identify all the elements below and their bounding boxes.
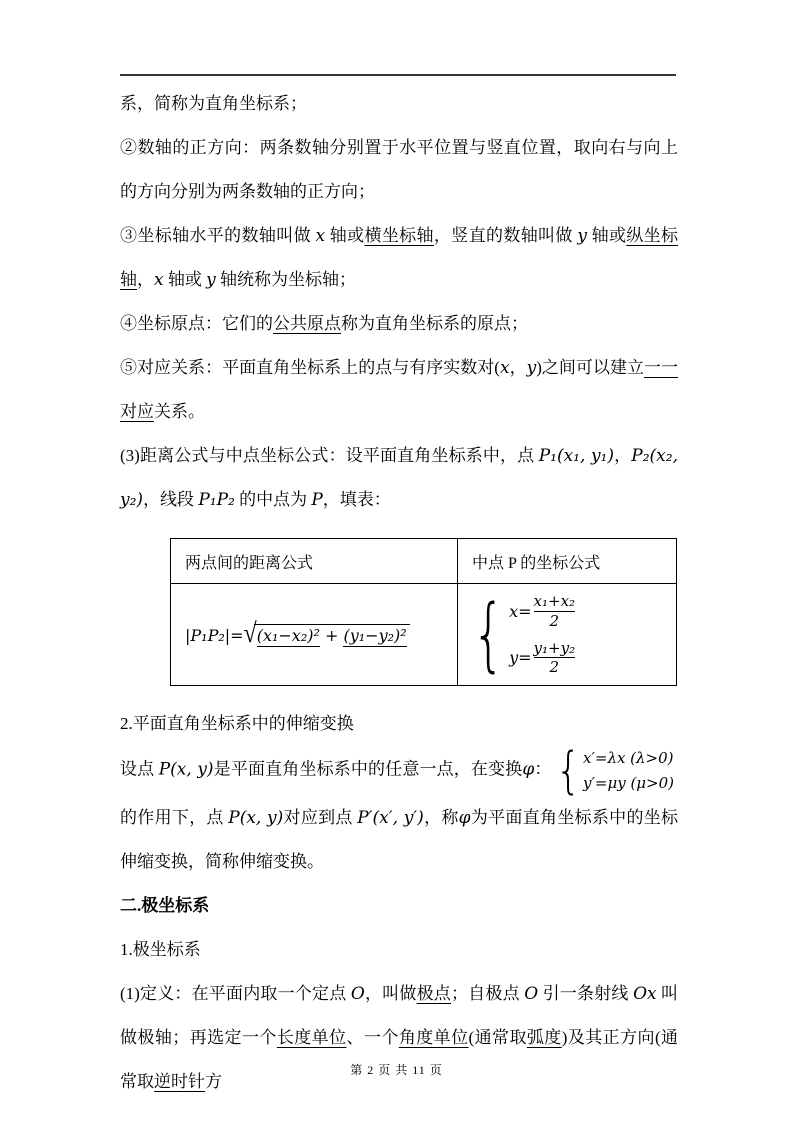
table-header-midpoint: 中点 P 的坐标公式: [458, 539, 677, 584]
math-run: φ: [458, 807, 471, 828]
text-run: ，: [614, 446, 632, 465]
distance-formula-lhs: |P₁P₂|=: [185, 626, 244, 645]
text-run: (3)距离公式与中点坐标公式：设平面直角坐标系中，点: [120, 446, 539, 465]
math-run: x: [315, 226, 326, 246]
math-run: Ox: [633, 983, 657, 1004]
system-equation-line: x′=λx (λ>0): [583, 749, 674, 767]
math-run: P₂(x₂, y₂): [120, 446, 678, 510]
document-content: [120, 82, 678, 1104]
text-run: 方: [205, 1071, 222, 1091]
text-run: 设点: [120, 759, 159, 779]
system-equation-line: y′=μy (μ>0): [583, 773, 675, 792]
text-run: 的作用下，点: [120, 807, 229, 827]
table-formula-row: [171, 584, 677, 686]
text-run: ，竖直的数轴叫做: [433, 226, 578, 245]
text-run: 系，简称为直角坐标系；: [120, 94, 307, 113]
text-run: 轴或: [325, 226, 365, 245]
text-run: (通常取: [468, 1027, 527, 1047]
midpoint-eq-y-lhs: y=: [509, 648, 532, 668]
math-run: P₁(x₁, y₁): [538, 446, 614, 466]
text-run: ，: [137, 270, 154, 289]
table-header-distance: 两点间的距离公式: [171, 539, 458, 584]
text-run: ②数轴的正方向：两条数轴分别置于水平位置与竖直位置，取向右与向上的方向分别为两条数轴的正方向；: [120, 138, 678, 201]
paragraph-correspondence: [120, 346, 678, 434]
math-run: x: [499, 358, 510, 378]
paragraph-scaling-body: [120, 742, 679, 884]
page-footer: 第 2 页 共 11 页: [350, 1063, 443, 1077]
text-run: 叫做极轴；再选定一个: [120, 983, 679, 1047]
math-run: y: [526, 358, 537, 378]
text-run: )之间可以建立: [536, 358, 644, 377]
text-run: 的中点为: [234, 490, 312, 509]
midpoint-eq-y: [509, 639, 575, 678]
math-run: P(x, y): [228, 807, 284, 828]
fraction: [534, 592, 576, 631]
text-run: 、一个: [346, 1027, 399, 1047]
midpoint-formula: [472, 588, 662, 681]
math-run: P: [311, 490, 323, 510]
underlined-term: 公共原点: [273, 314, 341, 333]
math-run: O: [524, 983, 539, 1004]
midpoint-formula-cell: [458, 584, 677, 686]
system-brace: {: [472, 588, 506, 681]
text-run: 为平面直角坐标系中的坐标伸缩变换，简称伸缩变换。: [120, 807, 679, 871]
fraction-denominator: 2: [534, 611, 576, 631]
underlined-term: 横坐标轴: [364, 226, 434, 245]
text-run: ，线段: [143, 490, 199, 509]
document-body-top: [120, 82, 678, 522]
math-run: O: [350, 983, 365, 1004]
paragraph-axis-direction: [120, 126, 678, 214]
table-header-row: [171, 539, 677, 584]
underlined-term: 一一对应: [120, 358, 678, 421]
underlined-term: 逆时针: [154, 1071, 205, 1091]
underlined-term: 长度单位: [276, 1027, 347, 1047]
distance-formula-cell: [171, 584, 458, 686]
paragraph-polar-definition: [120, 972, 678, 1104]
fraction-denominator: 2: [534, 657, 576, 677]
radicand-term2: (y₁−y₂)²: [343, 626, 407, 645]
equation-system: [555, 742, 675, 800]
midpoint-eq-x: [509, 592, 575, 631]
math-run: y: [577, 226, 587, 246]
math-run: y: [206, 270, 216, 290]
radicand: [254, 624, 410, 645]
math-run: x: [154, 270, 164, 290]
paragraph-continued: [120, 82, 678, 126]
math-run: φ: [522, 759, 535, 780]
text-run: ，称: [423, 807, 459, 827]
underlined-term: 角度单位: [398, 1027, 469, 1047]
math-run: P(x, y): [158, 759, 214, 780]
fraction: [534, 639, 576, 678]
underlined-term: 纵坐标轴: [120, 226, 679, 289]
text-run: 引一条射线: [538, 983, 634, 1003]
paragraph-origin: [120, 302, 678, 346]
system-brace: {: [555, 742, 582, 800]
text-run: 关系。: [154, 402, 205, 421]
text-run: 轴或: [586, 226, 627, 245]
math-run: P₁P₂: [198, 490, 235, 510]
document-body-bottom: [120, 702, 678, 1104]
text-run: ，: [509, 358, 527, 377]
text-run: ④坐标原点：它们的: [120, 314, 273, 333]
text-run: 轴统称为坐标轴；: [215, 270, 356, 289]
header-divider: [120, 74, 676, 76]
midpoint-eq-x-lhs: x=: [509, 601, 532, 621]
text-run: 对应到点: [283, 807, 358, 827]
text-run: 1.极坐标系: [120, 939, 201, 959]
fraction-numerator: y₁+y₂: [533, 638, 576, 657]
paragraph-axis-names: [120, 214, 678, 302]
text-run: ：: [534, 759, 552, 779]
radical-sign: √: [243, 618, 257, 649]
underlined-term: 极点: [416, 983, 451, 1003]
paragraph-scaling-title: [120, 702, 678, 746]
text-run: ，填表：: [322, 490, 391, 509]
text-run: (1)定义：在平面内取一个定点: [120, 983, 351, 1003]
paragraph-distance-intro: [120, 434, 678, 522]
text-run: 轴或: [163, 270, 207, 289]
radicand-term1: (x₁−x₂)²: [256, 626, 320, 645]
system-equations: [583, 746, 674, 796]
fraction-numerator: x₁+x₂: [533, 592, 576, 610]
text-run: ，叫做: [364, 983, 417, 1003]
text-run: ；自极点: [450, 983, 525, 1003]
midpoint-equations: [509, 592, 575, 677]
underlined-term: 弧度: [526, 1027, 562, 1047]
text-run: 二.极坐标系: [120, 895, 210, 915]
text-run: 2.平面直角坐标系中的伸缩变换: [120, 714, 354, 733]
radicand-plus: +: [319, 626, 344, 645]
text-run: )及其正方向(通常取: [120, 1027, 679, 1091]
heading-polar-section: [120, 884, 678, 928]
text-run: 是平面直角坐标系中的任意一点，在变换: [213, 759, 523, 779]
paragraph-polar-title: [120, 928, 678, 972]
formula-table: [170, 538, 677, 686]
math-run: P′(x′, y′): [357, 807, 424, 828]
text-run: ⑤对应关系：平面直角坐标系上的点与有序实数对(: [120, 358, 500, 377]
text-run: 称为直角坐标系的原点；: [341, 314, 528, 333]
text-run: ③坐标轴水平的数轴叫做: [120, 226, 316, 245]
